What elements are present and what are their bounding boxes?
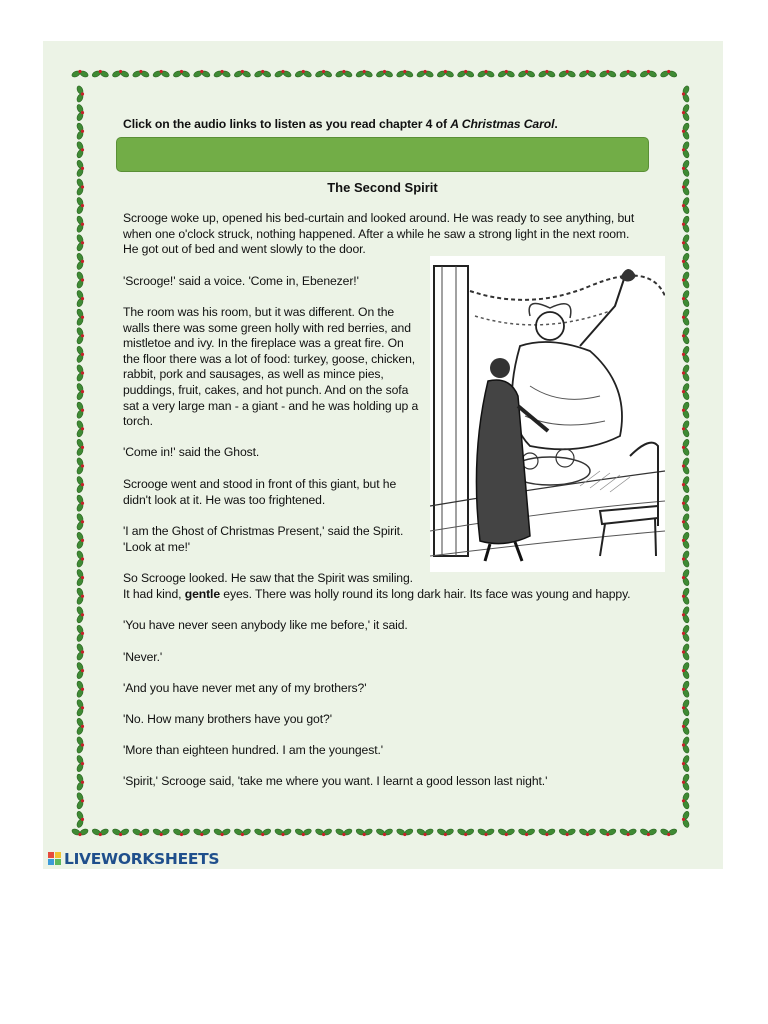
holly-sprig-icon (682, 476, 690, 494)
paragraph-7: So Scrooge looked. He saw that the Spirit was smiling. It had kind, gentle eyes. There was holly round its long dark hair. Its face was young and happy. (123, 571, 631, 601)
holly-sprig-icon (682, 550, 690, 568)
holly-sprig-icon (682, 122, 690, 140)
holly-sprig-icon (682, 680, 690, 698)
holly-sprig-icon (682, 308, 690, 326)
paragraph-6: 'I am the Ghost of Christmas Present,' said the Spirit. 'Look at me!' (123, 524, 404, 554)
holly-sprig-icon (91, 828, 109, 836)
holly-sprig-icon (76, 104, 84, 122)
holly-sprig-icon (396, 828, 414, 836)
holly-sprig-icon (682, 606, 690, 624)
holly-sprig-icon (213, 70, 231, 78)
holly-sprig-icon (619, 828, 637, 836)
holly-sprig-icon (254, 70, 272, 78)
holly-sprig-icon (682, 420, 690, 438)
holly-sprig-icon (76, 699, 84, 717)
holly-sprig-icon (233, 828, 251, 836)
holly-sprig-icon (682, 755, 690, 773)
holly-sprig-icon (416, 70, 434, 78)
holly-sprig-icon (76, 773, 84, 791)
holly-sprig-icon (91, 70, 109, 78)
audio-player-bar[interactable] (116, 137, 649, 172)
scrooge-and-ghost-illustration (430, 256, 665, 572)
paragraph-10: 'And you have never met any of my brothers?' (123, 681, 367, 695)
holly-sprig-icon (76, 234, 84, 252)
holly-sprig-icon (76, 569, 84, 587)
holly-sprig-icon (682, 569, 690, 587)
holly-sprig-icon (76, 550, 84, 568)
holly-sprig-icon (173, 70, 191, 78)
holly-sprig-icon (558, 70, 576, 78)
holly-sprig-icon (112, 70, 130, 78)
holly-sprig-icon (682, 271, 690, 289)
holly-sprig-icon (682, 624, 690, 642)
holly-sprig-icon (315, 828, 333, 836)
paragraph-3-line: The room was his room, but it was different. On the (123, 305, 395, 319)
holly-sprig-icon (682, 513, 690, 531)
paragraph-3-line: the floor there was a lot of food: turkey, goose, chicken, (123, 351, 416, 366)
holly-sprig-icon (396, 70, 414, 78)
holly-sprig-icon (682, 531, 690, 549)
holly-sprig-icon (274, 70, 292, 78)
holly-sprig-icon (682, 643, 690, 661)
paragraph-12: 'More than eighteen hundred. I am the youngest.' (123, 743, 384, 757)
holly-sprig-icon (254, 828, 272, 836)
holly-sprig-icon (682, 141, 690, 159)
holly-sprig-icon (76, 494, 84, 512)
holly-sprig-icon (416, 828, 434, 836)
holly-sprig-icon (682, 234, 690, 252)
holly-sprig-icon (579, 828, 597, 836)
paragraph-11: 'No. How many brothers have you got?' (123, 712, 332, 726)
holly-sprig-icon (152, 70, 170, 78)
liveworksheets-logo-icon (48, 852, 62, 866)
holly-sprig-icon (497, 828, 515, 836)
holly-sprig-icon (682, 197, 690, 215)
holly-sprig-icon (436, 70, 454, 78)
holly-sprig-icon (355, 70, 373, 78)
holly-sprig-icon (518, 70, 536, 78)
holly-sprig-icon (76, 141, 84, 159)
holly-sprig-icon (682, 773, 690, 791)
holly-sprig-icon (682, 810, 690, 828)
holly-sprig-icon (76, 178, 84, 196)
holly-sprig-icon (315, 70, 333, 78)
holly-sprig-icon (76, 308, 84, 326)
holly-sprig-icon (682, 383, 690, 401)
holly-sprig-icon (457, 828, 475, 836)
holly-border-top (70, 64, 696, 84)
holly-sprig-icon (76, 383, 84, 401)
holly-sprig-icon (76, 345, 84, 363)
holly-sprig-icon (76, 587, 84, 605)
holly-sprig-icon (76, 606, 84, 624)
holly-sprig-icon (132, 70, 150, 78)
paragraph-3-line: walls there was some green holly with red berries, and (123, 320, 411, 335)
holly-sprig-icon (193, 70, 211, 78)
holly-sprig-icon (682, 104, 690, 122)
holly-sprig-icon (76, 438, 84, 456)
book-title: A Christmas Carol (450, 117, 555, 131)
holly-sprig-icon (193, 828, 211, 836)
holly-sprig-icon (436, 828, 454, 836)
holly-sprig-icon (682, 438, 690, 456)
paragraph-1: Scrooge woke up, opened his bed-curtain and looked around. He was ready to see anything, but when one o'clock struck, nothing happened. After a while he saw a strong light in the next room. He got out of bed and went slowly to the door. (123, 211, 635, 257)
holly-sprig-icon (335, 70, 353, 78)
holly-sprig-icon (213, 828, 231, 836)
holly-sprig-icon (76, 531, 84, 549)
holly-sprig-icon (376, 828, 394, 836)
holly-sprig-icon (76, 271, 84, 289)
holly-sprig-icon (76, 736, 84, 754)
instruction-text: Click on the audio links to listen as you read chapter 4 of A Christmas Carol. (123, 117, 558, 131)
holly-sprig-icon (682, 252, 690, 270)
holly-sprig-icon (233, 70, 251, 78)
holly-sprig-icon (682, 792, 690, 810)
paragraph-2: 'Scrooge!' said a voice. 'Come in, Ebenezer!' (123, 274, 359, 288)
holly-sprig-icon (682, 159, 690, 177)
paragraph-4: 'Come in!' said the Ghost. (123, 445, 260, 459)
holly-sprig-icon (682, 215, 690, 233)
paragraph-5: Scrooge went and stood in front of this giant, but he didn't look at it. He was too frightened. (123, 477, 397, 507)
holly-sprig-icon (477, 828, 495, 836)
holly-sprig-icon (76, 755, 84, 773)
holly-sprig-icon (355, 828, 373, 836)
holly-sprig-icon (274, 828, 292, 836)
paragraph-3-line: rabbit, pork and sausages, as well as mince pies, (123, 367, 384, 382)
holly-sprig-icon (76, 680, 84, 698)
story-title: The Second Spirit (327, 180, 438, 195)
holly-sprig-icon (294, 828, 312, 836)
holly-sprig-icon (76, 810, 84, 828)
paragraph-3-line: sat a very large man - a giant - and he was holding up a (123, 398, 419, 413)
holly-sprig-icon (682, 178, 690, 196)
holly-sprig-icon (682, 364, 690, 382)
holly-sprig-icon (682, 587, 690, 605)
holly-sprig-icon (76, 197, 84, 215)
holly-sprig-icon (76, 85, 84, 103)
holly-sprig-icon (76, 401, 84, 419)
holly-sprig-icon (112, 828, 130, 836)
holly-sprig-icon (599, 828, 617, 836)
holly-sprig-icon (682, 662, 690, 680)
holly-sprig-icon (76, 122, 84, 140)
holly-sprig-icon (538, 828, 556, 836)
holly-sprig-icon (599, 70, 617, 78)
holly-sprig-icon (497, 70, 515, 78)
holly-sprig-icon (335, 828, 353, 836)
holly-sprig-icon (579, 70, 597, 78)
holly-sprig-icon (682, 327, 690, 345)
holly-border-right (676, 64, 696, 842)
holly-sprig-icon (132, 828, 150, 836)
paragraph-3-line: torch. (123, 414, 153, 429)
holly-sprig-icon (639, 828, 657, 836)
paragraph-8: 'You have never seen anybody like me before,' it said. (123, 618, 408, 632)
holly-sprig-icon (76, 662, 84, 680)
holly-sprig-icon (558, 828, 576, 836)
holly-sprig-icon (660, 828, 678, 836)
holly-sprig-icon (76, 476, 84, 494)
holly-sprig-icon (294, 70, 312, 78)
holly-sprig-icon (477, 70, 495, 78)
holly-sprig-icon (682, 717, 690, 735)
paragraph-9: 'Never.' (123, 650, 163, 664)
holly-sprig-icon (639, 70, 657, 78)
holly-sprig-icon (76, 327, 84, 345)
holly-sprig-icon (76, 252, 84, 270)
holly-sprig-icon (76, 513, 84, 531)
holly-sprig-icon (76, 364, 84, 382)
paragraph-3-line: puddings, fruit, cakes, and hot punch. And on the sofa (123, 382, 409, 397)
holly-sprig-icon (76, 457, 84, 475)
holly-sprig-icon (619, 70, 637, 78)
holly-sprig-icon (457, 70, 475, 78)
holly-sprig-icon (538, 70, 556, 78)
holly-sprig-icon (518, 828, 536, 836)
holly-sprig-icon (152, 828, 170, 836)
holly-sprig-icon (76, 792, 84, 810)
paragraph-3-line: mistletoe and ivy. In the fireplace was a great fire. On (123, 336, 404, 351)
holly-sprig-icon (682, 290, 690, 308)
paragraph-13: 'Spirit,' Scrooge said, 'take me where you want. I learnt a good lesson last night.' (123, 774, 548, 788)
holly-sprig-icon (76, 215, 84, 233)
holly-sprig-icon (76, 420, 84, 438)
holly-sprig-icon (76, 159, 84, 177)
holly-sprig-icon (682, 494, 690, 512)
liveworksheets-logo[interactable] (48, 850, 219, 868)
holly-sprig-icon (682, 457, 690, 475)
holly-border-bottom (70, 822, 696, 842)
holly-sprig-icon (682, 401, 690, 419)
holly-sprig-icon (376, 70, 394, 78)
paragraph-3 (123, 305, 418, 430)
holly-border-left (70, 64, 90, 842)
holly-sprig-icon (76, 717, 84, 735)
liveworksheets-logo-text: LIVEWORKSHEETS (64, 850, 220, 868)
holly-sprig-icon (682, 345, 690, 363)
holly-sprig-icon (76, 643, 84, 661)
holly-sprig-icon (682, 699, 690, 717)
holly-sprig-icon (660, 70, 678, 78)
holly-sprig-icon (173, 828, 191, 836)
holly-sprig-icon (682, 736, 690, 754)
holly-sprig-icon (76, 624, 84, 642)
holly-sprig-icon (682, 85, 690, 103)
holly-sprig-icon (76, 290, 84, 308)
